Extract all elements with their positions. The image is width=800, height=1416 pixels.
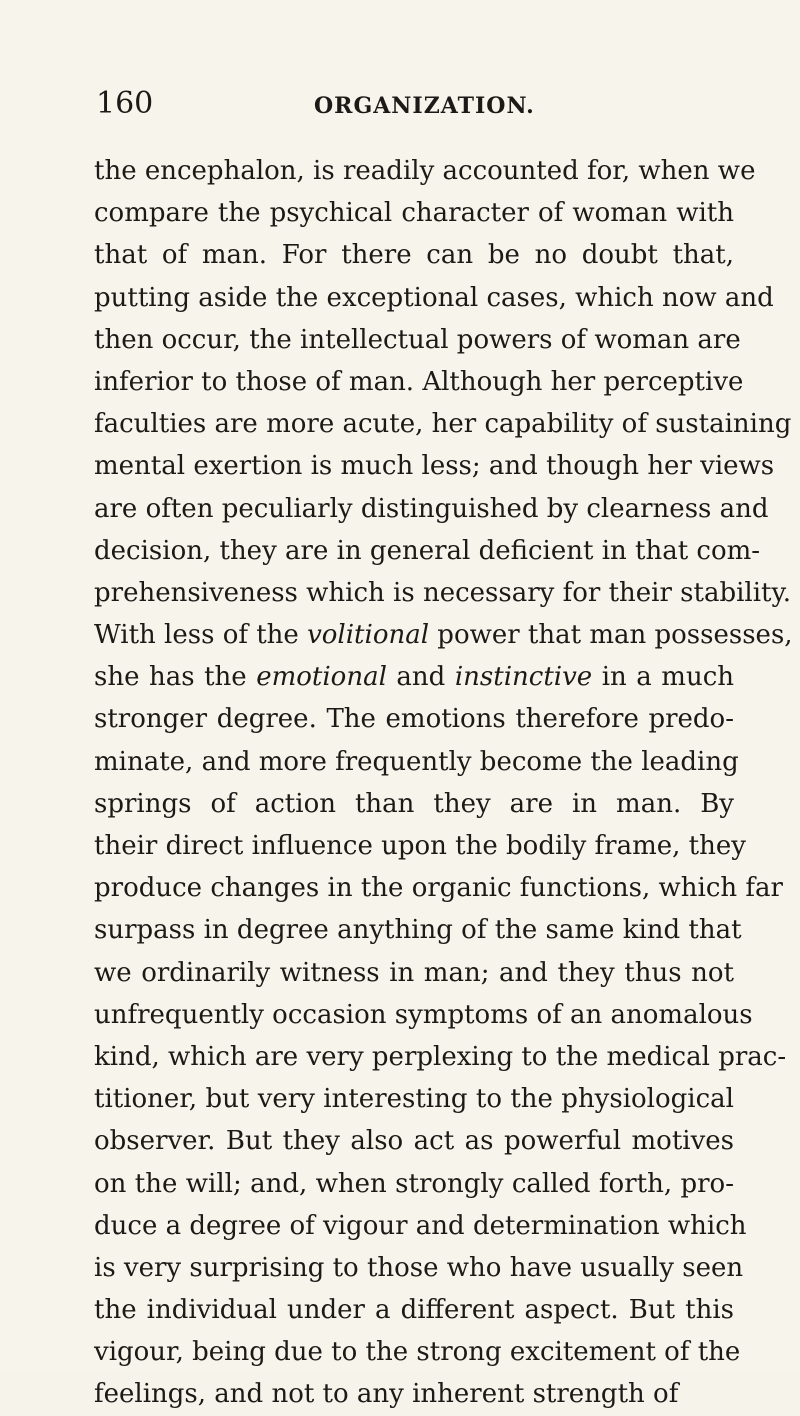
- text-segment: decision, they are in general deficient in that com-: [94, 535, 761, 566]
- text-line: [94, 403, 792, 445]
- text-segment: minate, and more frequently become the leading: [94, 746, 739, 777]
- text-segment: the individual under a different aspect. But this: [94, 1295, 734, 1326]
- text-segment: and: [386, 662, 455, 693]
- text-line: [94, 614, 793, 656]
- italic-term: emotional: [256, 662, 387, 693]
- text-line: [94, 572, 791, 614]
- text-segment: titioner, but very interesting to the physiological: [94, 1084, 734, 1115]
- text-line: [94, 1120, 734, 1162]
- text-line: [94, 656, 734, 698]
- text-segment: mental exertion is much less; and though her views: [94, 451, 775, 482]
- text-segment: vigour, being due to the strong excitement of the: [94, 1337, 741, 1368]
- text-segment: is very surprising to those who have usually seen: [94, 1252, 744, 1283]
- text-segment: unfrequently occasion symptoms of an anomalous: [94, 999, 753, 1030]
- text-segment: in a much: [592, 662, 735, 693]
- text-line: [94, 1247, 744, 1289]
- text-line: [94, 530, 761, 572]
- text-segment: prehensiveness which is necessary for their stability.: [94, 577, 791, 608]
- text-line: [94, 1373, 694, 1415]
- text-line: [94, 1078, 734, 1120]
- text-segment: kind, which are very perplexing to the medical prac-: [94, 1041, 787, 1072]
- text-segment: compare the psychical character of woman with: [94, 198, 734, 229]
- text-line: [94, 741, 739, 783]
- running-head: ORGANIZATION.: [314, 93, 535, 119]
- text-segment: that of man. For there can be no doubt that,: [94, 240, 734, 271]
- text-line: [94, 1289, 734, 1331]
- text-line: [94, 867, 783, 909]
- text-segment: we ordinarily witness in man; and they thus not: [94, 957, 734, 988]
- text-segment: springs of action than they are in man. By: [94, 788, 734, 819]
- text-segment: are often peculiarly distinguished by clearness and: [94, 493, 769, 524]
- text-line: [94, 783, 734, 825]
- text-segment: observer. But they also act as powerful motives: [94, 1126, 734, 1157]
- text-line: [94, 234, 734, 276]
- text-segment: their direct influence upon the bodily frame, they: [94, 831, 746, 861]
- text-line: [94, 192, 734, 234]
- text-line: [94, 952, 734, 994]
- body-text: [94, 150, 793, 1416]
- text-segment: inferior to those of man. Although her perceptive: [94, 366, 744, 397]
- text-segment: the encephalon, is readily accounted for, when we: [94, 156, 756, 186]
- text-line: [94, 1036, 787, 1078]
- text-line: [94, 1331, 741, 1373]
- text-line: [94, 319, 741, 361]
- text-segment: power that man possesses,: [429, 620, 793, 651]
- text-line: [94, 698, 734, 740]
- text-segment: then occur, the intellectual powers of woman are: [94, 324, 741, 355]
- text-segment: produce changes in the organic functions, which far: [94, 873, 783, 904]
- text-segment: feelings, and not to any inherent strength of: [94, 1379, 679, 1410]
- text-line: [94, 909, 742, 951]
- text-line: [94, 1205, 747, 1247]
- text-line: [94, 445, 775, 487]
- text-line: [94, 1163, 734, 1205]
- text-line: [94, 277, 774, 319]
- text-line: [94, 994, 753, 1036]
- text-line: [94, 488, 769, 530]
- text-segment: putting aside the exceptional cases, which now and: [94, 282, 774, 313]
- text-line: [94, 825, 746, 867]
- text-segment: stronger degree. The emotions therefore predo-: [94, 704, 734, 735]
- page-number: 160: [96, 86, 154, 121]
- text-segment: faculties are more acute, her capability of sustaining: [94, 409, 792, 440]
- text-segment: surpass in degree anything of the same kind that: [94, 915, 742, 946]
- text-line: [94, 150, 756, 192]
- text-segment: With less of the: [94, 620, 308, 651]
- italic-term: volitional: [307, 620, 430, 651]
- text-line: [94, 361, 744, 403]
- text-segment: on the will; and, when strongly called forth, pro-: [94, 1168, 734, 1199]
- text-segment: she has the: [94, 662, 257, 693]
- italic-term: instinctive: [454, 662, 593, 693]
- text-segment: duce a degree of vigour and determination which: [94, 1210, 747, 1241]
